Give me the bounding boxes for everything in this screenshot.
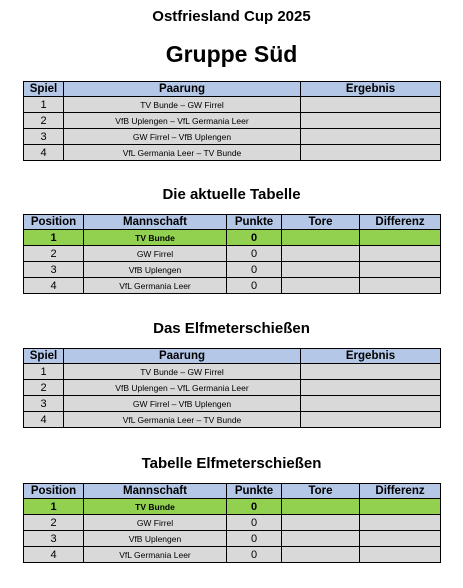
column-header: Paarung [64, 349, 301, 364]
points-cell: 0 [227, 246, 282, 262]
ergebnis-cell[interactable] [301, 364, 441, 380]
position-cell: 2 [24, 246, 84, 262]
column-header: Position [24, 215, 84, 230]
goals-cell[interactable] [282, 515, 360, 531]
difference-cell[interactable] [360, 246, 441, 262]
spiel-cell: 2 [24, 380, 64, 396]
table-row [24, 531, 441, 547]
team-cell: VfB Uplengen [84, 531, 227, 547]
column-header: Punkte [227, 484, 282, 499]
column-header: Mannschaft [84, 215, 227, 230]
penalty-title: Das Elfmeterschießen [153, 320, 310, 337]
standings-title: Die aktuelle Tabelle [162, 186, 301, 203]
spiel-cell: 3 [24, 129, 64, 145]
team-cell: GW Firrel [84, 246, 227, 262]
paarung-cell: VfL Germania Leer – TV Bunde [64, 412, 301, 428]
goals-cell[interactable] [282, 246, 360, 262]
ergebnis-cell[interactable] [301, 129, 441, 145]
goals-cell[interactable] [282, 531, 360, 547]
difference-cell[interactable] [360, 278, 441, 294]
difference-cell[interactable] [360, 230, 441, 246]
spiel-cell: 3 [24, 396, 64, 412]
team-cell: VfB Uplengen [84, 262, 227, 278]
team-cell: TV Bunde [84, 499, 227, 515]
table-row [24, 396, 441, 412]
table-header-row [24, 484, 441, 499]
spiel-cell: 2 [24, 113, 64, 129]
points-cell: 0 [227, 262, 282, 278]
spiel-cell: 4 [24, 412, 64, 428]
column-header: Position [24, 484, 84, 499]
paarung-cell: GW Firrel – VfB Uplengen [64, 129, 301, 145]
table-row [24, 145, 441, 161]
ergebnis-cell[interactable] [301, 396, 441, 412]
difference-cell[interactable] [360, 499, 441, 515]
spiel-cell: 1 [24, 364, 64, 380]
paarung-cell: VfL Germania Leer – TV Bunde [64, 145, 301, 161]
paarung-cell: GW Firrel – VfB Uplengen [64, 396, 301, 412]
column-header: Tore [282, 215, 360, 230]
table-row [24, 364, 441, 380]
position-cell: 4 [24, 278, 84, 294]
team-cell: TV Bunde [84, 230, 227, 246]
table-row [24, 129, 441, 145]
table-row [24, 412, 441, 428]
column-header: Ergebnis [301, 82, 441, 97]
points-cell: 0 [227, 531, 282, 547]
difference-cell[interactable] [360, 515, 441, 531]
team-cell: GW Firrel [84, 515, 227, 531]
paarung-cell: TV Bunde – GW Firrel [64, 364, 301, 380]
group-title: Gruppe Süd [165, 41, 298, 67]
column-header: Differenz [360, 215, 441, 230]
paarung-cell: VfB Uplengen – VfL Germania Leer [64, 113, 301, 129]
column-header: Ergebnis [301, 349, 441, 364]
team-cell: VfL Germania Leer [84, 547, 227, 563]
column-header: Spiel [24, 82, 64, 97]
table-header-row [24, 215, 441, 230]
table-row [24, 97, 441, 113]
penalty-standings-table [23, 483, 441, 563]
goals-cell[interactable] [282, 499, 360, 515]
table-row-leader [24, 230, 441, 246]
ergebnis-cell[interactable] [301, 113, 441, 129]
column-header: Spiel [24, 349, 64, 364]
spiel-cell: 1 [24, 97, 64, 113]
goals-cell[interactable] [282, 547, 360, 563]
points-cell: 0 [227, 547, 282, 563]
column-header: Punkte [227, 215, 282, 230]
points-cell: 0 [227, 230, 282, 246]
spiel-cell: 4 [24, 145, 64, 161]
column-header: Differenz [360, 484, 441, 499]
column-header: Mannschaft [84, 484, 227, 499]
table-header-row [24, 82, 441, 97]
goals-cell[interactable] [282, 278, 360, 294]
table-row [24, 278, 441, 294]
table-row [24, 262, 441, 278]
paarung-cell: VfB Uplengen – VfL Germania Leer [64, 380, 301, 396]
ergebnis-cell[interactable] [301, 97, 441, 113]
difference-cell[interactable] [360, 531, 441, 547]
position-cell: 3 [24, 531, 84, 547]
goals-cell[interactable] [282, 262, 360, 278]
points-cell: 0 [227, 278, 282, 294]
table-row [24, 547, 441, 563]
points-cell: 0 [227, 515, 282, 531]
table-row [24, 380, 441, 396]
standings-table [23, 214, 441, 294]
position-cell: 2 [24, 515, 84, 531]
table-row [24, 515, 441, 531]
paarung-cell: TV Bunde – GW Firrel [64, 97, 301, 113]
position-cell: 4 [24, 547, 84, 563]
position-cell: 1 [24, 230, 84, 246]
ergebnis-cell[interactable] [301, 380, 441, 396]
matches-table [23, 81, 441, 161]
table-row [24, 113, 441, 129]
goals-cell[interactable] [282, 230, 360, 246]
points-cell: 0 [227, 499, 282, 515]
ergebnis-cell[interactable] [301, 412, 441, 428]
ergebnis-cell[interactable] [301, 145, 441, 161]
table-row [24, 246, 441, 262]
difference-cell[interactable] [360, 547, 441, 563]
column-header: Tore [282, 484, 360, 499]
cup-title: Ostfriesland Cup 2025 [152, 8, 311, 25]
position-cell: 1 [24, 499, 84, 515]
table-header-row [24, 349, 441, 364]
difference-cell[interactable] [360, 262, 441, 278]
column-header: Paarung [64, 82, 301, 97]
position-cell: 3 [24, 262, 84, 278]
table-row-leader [24, 499, 441, 515]
penalty-standings-title: Tabelle Elfmeterschießen [141, 455, 322, 472]
team-cell: VfL Germania Leer [84, 278, 227, 294]
penalty-matches-table [23, 348, 441, 428]
